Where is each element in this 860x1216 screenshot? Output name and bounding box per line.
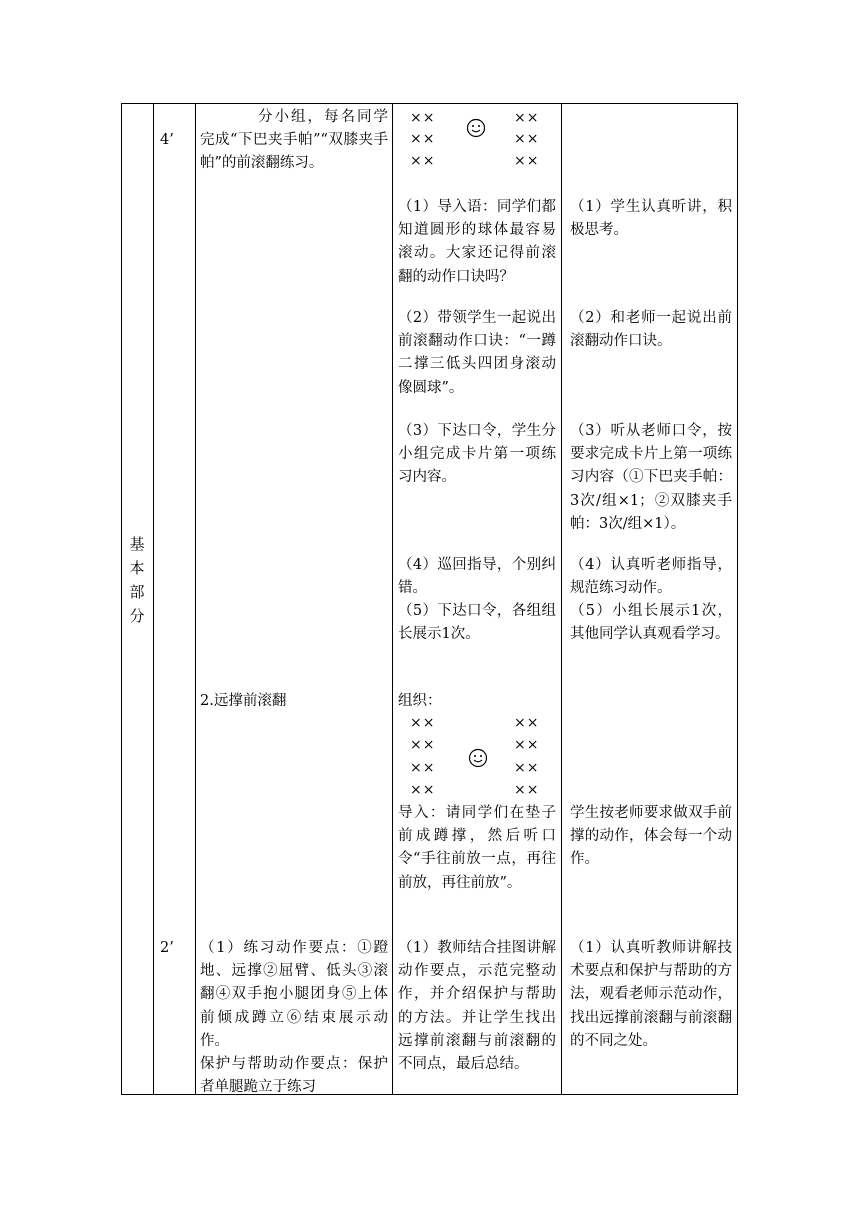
formation-mark: ××: [514, 153, 540, 169]
formation-mark: ××: [514, 715, 540, 731]
content-cell: 分小组，每名同学完成“下巴夹手帕”“双膝夹手帕”的前滚翻练习。: [200, 109, 388, 172]
table-top-border: [121, 103, 738, 104]
section-label: 基本部分: [129, 535, 145, 625]
teacher-smiley-icon: [468, 748, 488, 768]
organization-label: 组织：: [398, 693, 442, 709]
formation-mark: ××: [410, 782, 436, 798]
formation-mark: ××: [514, 782, 540, 798]
formation-mark: ××: [410, 760, 436, 776]
column-border: [561, 103, 562, 1095]
formation-mark: ××: [410, 715, 436, 731]
teacher-step: （2）带领学生一起说出前滚翻动作口诀：“一蹲二撑三低头四团身滚动像圆球”。: [398, 310, 556, 396]
time-cell: 4’: [160, 132, 174, 148]
formation-mark: ××: [514, 737, 540, 753]
student-step: （5）小组长展示1次，其他同学认真观看学习。: [570, 603, 732, 643]
formation-mark: ××: [514, 131, 540, 147]
formation-mark: ××: [410, 153, 436, 169]
column-border: [392, 103, 393, 1095]
formation-mark: ××: [410, 737, 436, 753]
teacher-guidance: （1）教师结合挂图讲解动作要点，示范完整动作，并介绍保护与帮助的方法。并让学生找出远撑前滚翻与前滚翻的不同点，最后总结。: [398, 940, 556, 1073]
student-activity: 学生按老师要求做双手前撑的动作，体会每一个动作。: [570, 805, 732, 868]
student-step: （1）学生认真听讲，积极思考。: [570, 199, 732, 239]
student-step: （4）认真听老师指导，规范练习动作。: [570, 557, 732, 597]
teacher-smiley-icon: [466, 118, 486, 138]
column-border: [121, 103, 122, 1095]
formation-mark: ××: [514, 760, 540, 776]
column-border: [195, 103, 196, 1095]
teacher-guidance: 导入：请同学们在垫子前成蹲撑，然后听口令“手往前放一点，再往前放，再往前放”。: [398, 805, 556, 891]
teacher-step: （5）下达口令，各组组长展示1次。: [398, 603, 556, 643]
formation-mark: ××: [514, 110, 540, 126]
formation-mark: ××: [410, 131, 436, 147]
teacher-step: （3）下达口令，学生分小组完成卡片第一项练习内容。: [398, 423, 556, 486]
time-cell: 2’: [160, 940, 174, 956]
formation-mark: ××: [410, 110, 436, 126]
content-cell: 2.远撑前滚翻: [200, 693, 287, 709]
column-border: [153, 103, 154, 1095]
teacher-step: （4）巡回指导，个别纠错。: [398, 557, 556, 597]
teacher-step: （1）导入语：同学们都知道圆形的球体最容易滚动。大家还记得前滚翻的动作口诀吗？: [398, 199, 556, 285]
student-step: （2）和老师一起说出前滚翻动作口诀。: [570, 310, 732, 350]
column-border: [737, 103, 738, 1095]
student-activity: （1）认真听教师讲解技术要点和保护与帮助的方法，观看老师示范动作，找出远撑前滚翻与前滚翻的不同之处。: [570, 940, 732, 1049]
content-cell: （1）练习动作要点：①蹬地、远撑②屈臂、低头③滚翻④双手抱小腿团身⑤上体前倾成蹲立⑥结束展示动作。 保护与帮助动作要点：保护者单腿跪立于练习: [200, 940, 388, 1096]
student-step: （3）听从老师口令，按要求完成卡片上第一项练习内容（①下巴夹手帕：3次/组×1；②双膝夹手帕：3次/组×1）。: [570, 423, 732, 532]
